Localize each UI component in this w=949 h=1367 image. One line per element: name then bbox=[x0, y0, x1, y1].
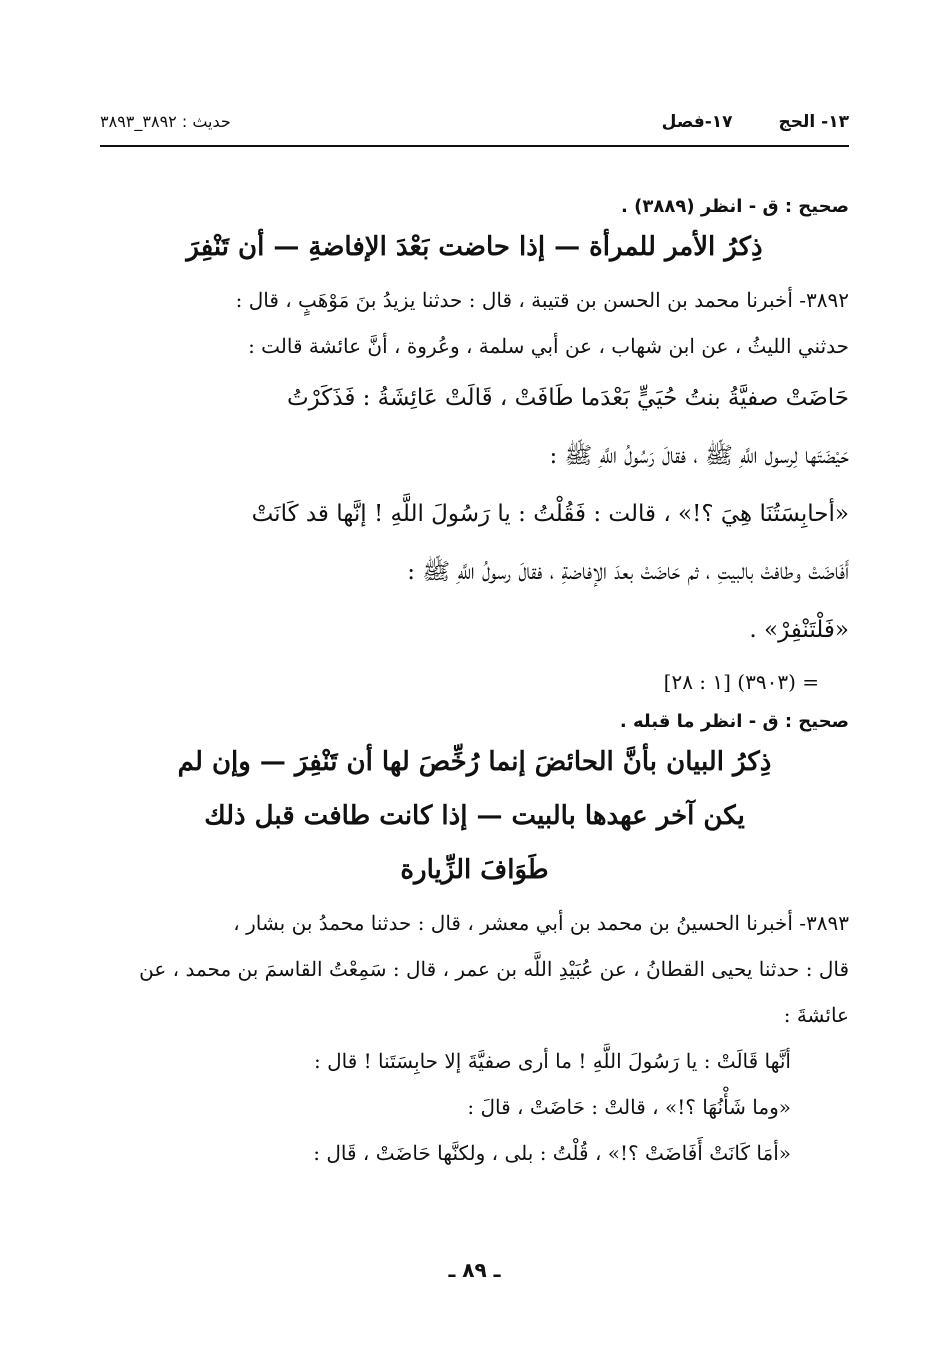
header-rule bbox=[100, 145, 849, 147]
chapter-heading-2-line-1: ذِكرُ البيان بأنَّ الحائضَ إنما رُخِّصَ لها أن تَنْفِرَ — وإن لم bbox=[177, 747, 772, 777]
chapter-heading-1: ذِكرُ الأمر للمرأة — إذا حاضت بَعْدَ الإفاضةِ — أن تَنْفِرَ bbox=[186, 232, 763, 262]
header-titles bbox=[662, 112, 849, 132]
matn-3892-line-4: أَفَاضَتْ وطافتْ بالبيتِ ، ثم حَاضَتْ بعدَ الإفاضةِ ، فقالَ رسولُ اللَّهِ ﷺ : bbox=[407, 559, 849, 585]
hadith-range: حديث : ٣٨٩٢_٣٨٩٣ bbox=[100, 112, 231, 131]
running-header bbox=[100, 112, 849, 146]
page-body bbox=[100, 190, 849, 1176]
matn-3892-line-5: «فَلْتَنْفِرْ» . bbox=[749, 617, 849, 643]
matn-3893-line-3: «أمَا كَانَتْ أَفَاضَتْ ؟!» ، قُلْتُ : بلى ، ولكنَّها حَاضَتْ ، قَال : bbox=[313, 1141, 791, 1165]
book-title: ١٣- الحج bbox=[778, 112, 849, 132]
matn-3892-line-2: حَيْضَتَها لِرسول اللَّهِ ﷺ ، فقالَ رَسُولُ اللَّهِ ﷺ : bbox=[549, 443, 849, 469]
isnad-3893-line-1: ٣٨٩٣- أخبرنا الحسينُ بن محمد بن أبي معشر ، قال : حدثنا محمدُ بن بشار ، bbox=[233, 911, 849, 935]
chapter-heading-2-line-2: يكن آخر عهدها بالبيت — إذا كانت طافت قبل ذلك bbox=[204, 801, 745, 831]
isnad-3893-line-3: عائشةَ : bbox=[783, 1003, 849, 1027]
cross-reference-1: = (٣٩٠٣) [١ : ٢٨] bbox=[663, 670, 819, 694]
section-title: ١٧-فصل bbox=[661, 112, 733, 132]
matn-3893-line-2: «وما شَأْنُهَا ؟!» ، قالتْ : حَاضَتْ ، قالَ : bbox=[467, 1095, 791, 1119]
matn-3892-line-3: «أحابِسَتُنَا هِيَ ؟!» ، قالت : فَقُلْتُ : يا رَسُولَ اللَّهِ ! إنَّها قد كَانَتْ bbox=[251, 501, 849, 527]
matn-3893-line-1: أنَّها قَالَتْ : يا رَسُولَ اللَّهِ ! ما أرى صفيَّةَ إلا حابِسَتَنا ! قال : bbox=[313, 1049, 791, 1073]
chapter-heading-2-line-3: طَوَافَ الزِّيارة bbox=[400, 855, 549, 885]
isnad-3893-line-2: قال : حدثنا يحيى القطانُ ، عن عُبَيْدِ اللَّه بن عمر ، قال : سَمِعْتُ القاسمَ بن محمد ، عن bbox=[139, 957, 849, 981]
matn-3892-line-1: حَاضَتْ صفيَّةُ بنتُ حُيَيٍّ بَعْدَما طَافَتْ ، قَالَتْ عَائِشَةُ : فَذَكَرْتُ bbox=[286, 385, 849, 411]
isnad-3892-line-2: حدثني الليثُ ، عن ابن شهاب ، عن أبي سلمة ، وعُروة ، أنَّ عائشة قالت : bbox=[248, 334, 849, 358]
grade-note-1: صحيح : ق - انظر (٣٨٨٩) . bbox=[621, 196, 849, 217]
isnad-3892-line-1: ٣٨٩٢- أخبرنا محمد بن الحسن بن قتيبة ، قال : حدثنا يزيدُ بنَ مَوْهَبٍ ، قال : bbox=[235, 288, 849, 312]
grade-note-2: صحيح : ق - انظر ما قبله . bbox=[619, 711, 849, 732]
page-number: ـ ٨٩ ـ bbox=[448, 1258, 501, 1282]
